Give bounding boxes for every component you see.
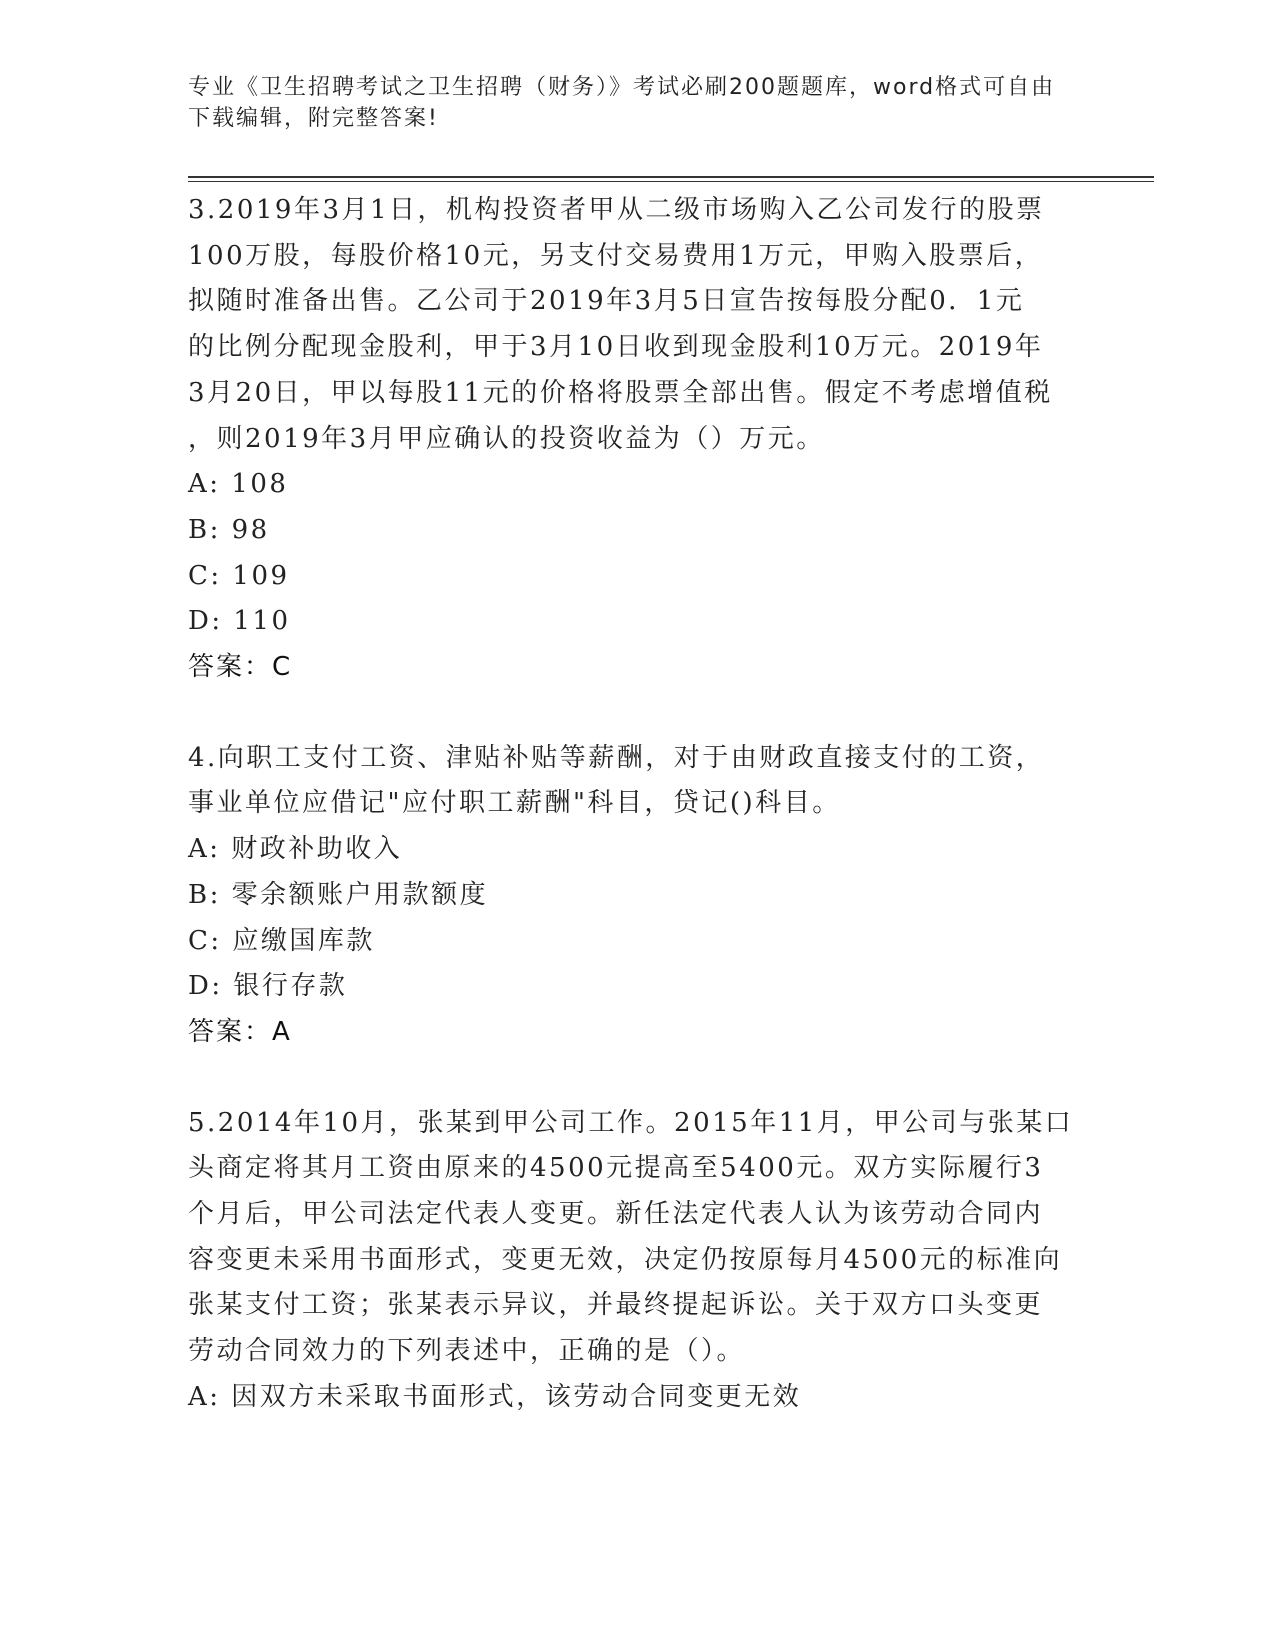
question-5 [188, 1101, 1088, 1421]
option-b: B: 98 [188, 514, 270, 545]
answer-line: 答案：C [188, 652, 293, 683]
option-c: C: 109 [188, 560, 290, 591]
option-d: D: 110 [188, 606, 291, 637]
option-d: D: 银行存款 [188, 971, 348, 1002]
question-4 [188, 736, 1088, 1056]
option-b: B: 零余额账户用款额度 [188, 879, 489, 910]
question-text: 3.2019年3月1日，机构投资者甲从二级市场购入乙公司发行的股票 100万股，每股价格10元，另支付交易费用1万元，甲购入股票后， 拟随时准备出售。乙公司于2019年3月5日宣告按每股分配0．1元 的比例分配现金股利，甲于3月10日收到现金股利10万元。2019年 3月20日，甲以每股11元的价格将股票全部出售。假定不考虑增值税 ，则2019年3月甲应确认的投资收益为（）万元。 [188, 195, 1053, 454]
question-3 [188, 188, 1088, 691]
option-a: A: 因双方未采取书面形式，该劳动合同变更无效 [188, 1381, 802, 1412]
answer-line: 答案：A [188, 1016, 292, 1047]
header-rule-thin [188, 181, 1154, 182]
question-text: 5.2014年10月，张某到甲公司工作。2015年11月，甲公司与张某口 头商定将其月工资由原来的4500元提高至5400元。双方实际履行3 个月后，甲公司法定代表人变更。新任法定代表人认为该劳动合同内 容变更未采用书面形式，变更无效，决定仍按原每月4500元的标准向 张某支付工资；张某表示异议，并最终提起诉讼。关于双方口头变更 劳动合同效力的下列表述中，正确的是（）。 [188, 1107, 1074, 1367]
header-rule-thick [188, 176, 1154, 178]
option-a: A: 108 [188, 469, 289, 500]
question-list [188, 188, 1088, 1421]
question-text: 4.向职工支付工资、津贴补贴等薪酬，对于由财政直接支付的工资， 事业单位应借记"应付职工薪酬"科目，贷记()科目。 [188, 742, 1045, 819]
question-spacer [188, 1056, 1088, 1101]
question-spacer [188, 691, 1088, 736]
option-a: A: 财政补助收入 [188, 834, 403, 865]
document-header: 专业《卫生招聘考试之卫生招聘（财务）》考试必刷200题题库，word格式可自由下载编辑，附完整答案! [188, 75, 1056, 131]
option-c: C: 应缴国库款 [188, 925, 375, 956]
